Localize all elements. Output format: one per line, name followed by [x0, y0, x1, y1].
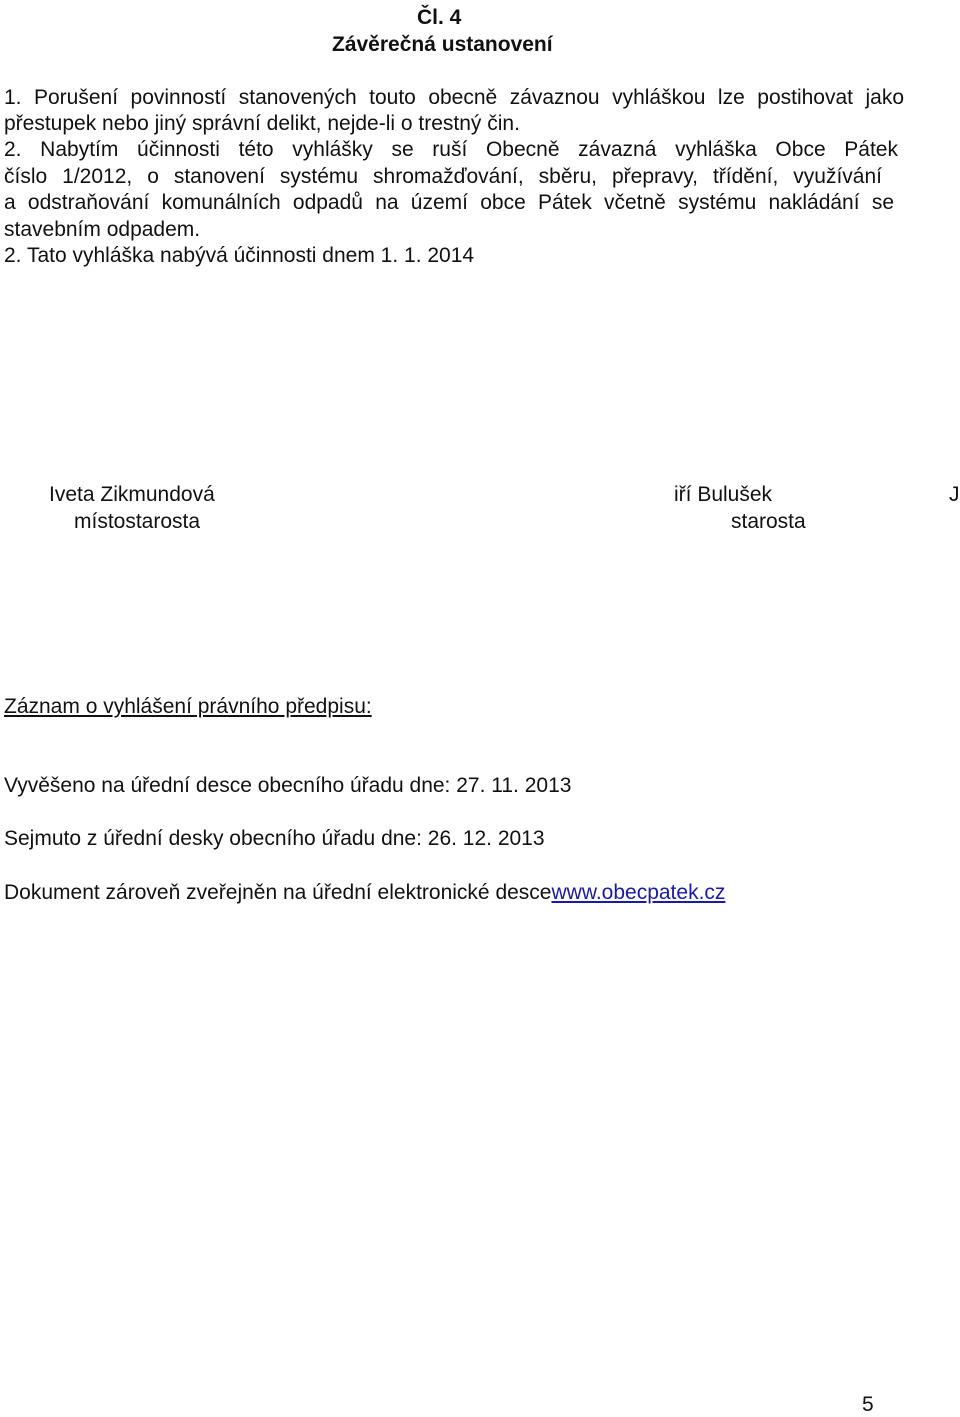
article-title: Závěrečná ustanovení [332, 33, 553, 56]
page-number: 5 [862, 1393, 874, 1416]
signature-left-role: místostarosta [74, 510, 201, 533]
record-published-text: Dokument zároveň zveřejněn na úřední elektronické desce [4, 881, 552, 904]
provision-2-line-4: stavebním odpadem. [4, 218, 201, 241]
provision-2-line-1: 2. Nabytím účinnosti této vyhlášky se ruší Obecně závazná vyhláška Obce Pátek [4, 138, 898, 161]
record-removed: Sejmuto z úřední desky obecního úřadu dne: 26. 12. 2013 [4, 827, 545, 850]
record-posted: Vyvěšeno na úřední desce obecního úřadu dne: 27. 11. 2013 [4, 774, 572, 797]
provision-2-line-3: a odstraňování komunálních odpadů na území obce Pátek včetně systému nakládání se [4, 191, 894, 214]
signature-left-name: Iveta Zikmundová [49, 483, 215, 506]
website-link[interactable]: www.obecpatek.cz [551, 881, 726, 904]
signature-right-initial: J [949, 483, 960, 506]
record-published [4, 881, 725, 905]
provision-1-line-2: přestupek nebo jiný správní delikt, nejde-li o trestný čin. [4, 112, 520, 135]
record-heading: Záznam o vyhlášení právního předpisu: [4, 695, 372, 718]
article-number: Čl. 4 [417, 6, 462, 29]
provision-2-line-2: číslo 1/2012, o stanovení systému shromažďování, sběru, přepravy, třídění, využívání [4, 165, 882, 188]
provision-3-line-1: 2. Tato vyhláška nabývá účinnosti dnem 1. 1. 2014 [4, 244, 475, 267]
signature-right-name: iří Bulušek [674, 483, 773, 506]
provision-1-line-1: 1. Porušení povinností stanovených touto obecně závaznou vyhláškou lze postihovat jako [4, 86, 904, 109]
signature-right-role: starosta [731, 510, 806, 533]
